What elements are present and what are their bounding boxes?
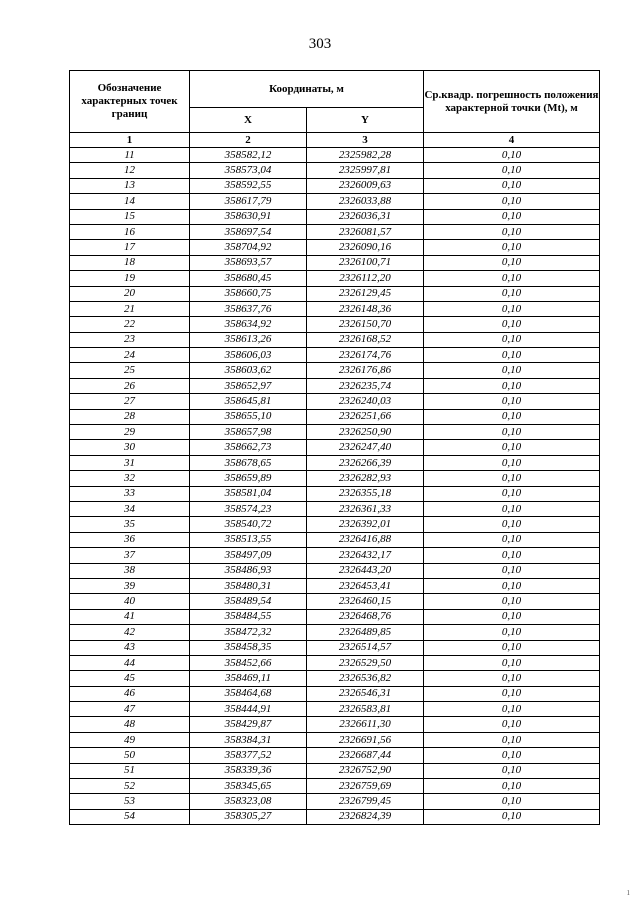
corner-mark: 1 — [626, 889, 630, 897]
x-cell: 358452,66 — [190, 655, 307, 670]
mt-cell: 0,10 — [424, 440, 600, 455]
point-cell: 30 — [70, 440, 190, 455]
mt-cell: 0,10 — [424, 732, 600, 747]
header-error: Ср.квадр. погрешность положения характерной точки (Mt), м — [424, 71, 600, 133]
x-cell: 358581,04 — [190, 486, 307, 501]
mt-cell: 0,10 — [424, 809, 600, 824]
point-cell: 44 — [70, 655, 190, 670]
table-row — [70, 732, 600, 747]
x-cell: 358484,55 — [190, 609, 307, 624]
y-cell: 2326009,63 — [307, 178, 424, 193]
table-row — [70, 178, 600, 193]
mt-cell: 0,10 — [424, 578, 600, 593]
point-cell: 32 — [70, 471, 190, 486]
mt-cell: 0,10 — [424, 717, 600, 732]
table-row — [70, 240, 600, 255]
x-cell: 358513,55 — [190, 532, 307, 547]
x-cell: 358617,79 — [190, 194, 307, 209]
table-row — [70, 671, 600, 686]
header-coordinates: Координаты, м — [190, 71, 424, 108]
x-cell: 358603,62 — [190, 363, 307, 378]
x-cell: 358592,55 — [190, 178, 307, 193]
mt-cell: 0,10 — [424, 594, 600, 609]
x-cell: 358660,75 — [190, 286, 307, 301]
x-cell: 358429,87 — [190, 717, 307, 732]
table-row — [70, 532, 600, 547]
mt-cell: 0,10 — [424, 425, 600, 440]
y-cell: 2326432,17 — [307, 548, 424, 563]
mt-cell: 0,10 — [424, 378, 600, 393]
column-number: 4 — [424, 133, 600, 148]
y-cell: 2326112,20 — [307, 271, 424, 286]
point-cell: 36 — [70, 532, 190, 547]
point-cell: 11 — [70, 148, 190, 163]
mt-cell: 0,10 — [424, 301, 600, 316]
table-row — [70, 348, 600, 363]
point-cell: 49 — [70, 732, 190, 747]
table-row — [70, 686, 600, 701]
page-number: 303 — [308, 36, 332, 52]
y-cell: 2326361,33 — [307, 501, 424, 516]
table-row — [70, 794, 600, 809]
mt-cell: 0,10 — [424, 163, 600, 178]
y-cell: 2326355,18 — [307, 486, 424, 501]
y-cell: 2326529,50 — [307, 655, 424, 670]
mt-cell: 0,10 — [424, 148, 600, 163]
x-cell: 358637,76 — [190, 301, 307, 316]
y-cell: 2326416,88 — [307, 532, 424, 547]
table-row — [70, 717, 600, 732]
mt-cell: 0,10 — [424, 394, 600, 409]
mt-cell: 0,10 — [424, 609, 600, 624]
point-cell: 27 — [70, 394, 190, 409]
y-cell: 2326240,03 — [307, 394, 424, 409]
point-cell: 13 — [70, 178, 190, 193]
x-cell: 358573,04 — [190, 163, 307, 178]
table-row — [70, 609, 600, 624]
y-cell: 2326129,45 — [307, 286, 424, 301]
point-cell: 29 — [70, 425, 190, 440]
table-row — [70, 748, 600, 763]
table-row — [70, 394, 600, 409]
table-row — [70, 317, 600, 332]
mt-cell: 0,10 — [424, 625, 600, 640]
x-cell: 358630,91 — [190, 209, 307, 224]
table-row — [70, 440, 600, 455]
point-cell: 28 — [70, 409, 190, 424]
point-cell: 53 — [70, 794, 190, 809]
table-row — [70, 501, 600, 516]
y-cell: 2326460,15 — [307, 594, 424, 609]
y-cell: 2326546,31 — [307, 686, 424, 701]
point-cell: 40 — [70, 594, 190, 609]
mt-cell: 0,10 — [424, 779, 600, 794]
mt-cell: 0,10 — [424, 286, 600, 301]
point-cell: 21 — [70, 301, 190, 316]
point-cell: 34 — [70, 501, 190, 516]
point-cell: 25 — [70, 363, 190, 378]
y-cell: 2326081,57 — [307, 224, 424, 239]
table-row — [70, 578, 600, 593]
x-cell: 358540,72 — [190, 517, 307, 532]
point-cell: 41 — [70, 609, 190, 624]
y-cell: 2326036,31 — [307, 209, 424, 224]
y-cell: 2326150,70 — [307, 317, 424, 332]
y-cell: 2326583,81 — [307, 702, 424, 717]
mt-cell: 0,10 — [424, 686, 600, 701]
y-cell: 2326168,52 — [307, 332, 424, 347]
table-row — [70, 486, 600, 501]
y-cell: 2325982,28 — [307, 148, 424, 163]
point-cell: 18 — [70, 255, 190, 270]
mt-cell: 0,10 — [424, 532, 600, 547]
table-row — [70, 332, 600, 347]
y-cell: 2325997,81 — [307, 163, 424, 178]
table-row — [70, 224, 600, 239]
mt-cell: 0,10 — [424, 548, 600, 563]
x-cell: 358323,08 — [190, 794, 307, 809]
x-cell: 358464,68 — [190, 686, 307, 701]
y-cell: 2326799,45 — [307, 794, 424, 809]
mt-cell: 0,10 — [424, 194, 600, 209]
point-cell: 46 — [70, 686, 190, 701]
header-x: X — [190, 108, 307, 133]
mt-cell: 0,10 — [424, 317, 600, 332]
header-point-designation: Обозначение характерных точек границ — [70, 71, 190, 133]
column-number: 1 — [70, 133, 190, 148]
table-row — [70, 301, 600, 316]
mt-cell: 0,10 — [424, 409, 600, 424]
x-cell: 358480,31 — [190, 578, 307, 593]
y-cell: 2326235,74 — [307, 378, 424, 393]
mt-cell: 0,10 — [424, 794, 600, 809]
x-cell: 358574,23 — [190, 501, 307, 516]
header-y: Y — [307, 108, 424, 133]
mt-cell: 0,10 — [424, 702, 600, 717]
table-row — [70, 209, 600, 224]
x-cell: 358652,97 — [190, 378, 307, 393]
point-cell: 39 — [70, 578, 190, 593]
mt-cell: 0,10 — [424, 563, 600, 578]
y-cell: 2326759,69 — [307, 779, 424, 794]
point-cell: 23 — [70, 332, 190, 347]
y-cell: 2326691,56 — [307, 732, 424, 747]
mt-cell: 0,10 — [424, 455, 600, 470]
y-cell: 2326090,16 — [307, 240, 424, 255]
x-cell: 358693,57 — [190, 255, 307, 270]
table-row — [70, 640, 600, 655]
mt-cell: 0,10 — [424, 671, 600, 686]
x-cell: 358657,98 — [190, 425, 307, 440]
y-cell: 2326282,93 — [307, 471, 424, 486]
y-cell: 2326250,90 — [307, 425, 424, 440]
mt-cell: 0,10 — [424, 332, 600, 347]
table-row — [70, 194, 600, 209]
point-cell: 22 — [70, 317, 190, 332]
point-cell: 16 — [70, 224, 190, 239]
x-cell: 358659,89 — [190, 471, 307, 486]
point-cell: 42 — [70, 625, 190, 640]
table-row — [70, 563, 600, 578]
point-cell: 48 — [70, 717, 190, 732]
x-cell: 358497,09 — [190, 548, 307, 563]
y-cell: 2326100,71 — [307, 255, 424, 270]
point-cell: 38 — [70, 563, 190, 578]
x-cell: 358655,10 — [190, 409, 307, 424]
point-cell: 52 — [70, 779, 190, 794]
x-cell: 358472,32 — [190, 625, 307, 640]
y-cell: 2326033,88 — [307, 194, 424, 209]
mt-cell: 0,10 — [424, 271, 600, 286]
point-cell: 20 — [70, 286, 190, 301]
table-row — [70, 594, 600, 609]
point-cell: 26 — [70, 378, 190, 393]
table-row — [70, 148, 600, 163]
point-cell: 31 — [70, 455, 190, 470]
point-cell: 43 — [70, 640, 190, 655]
y-cell: 2326687,44 — [307, 748, 424, 763]
y-cell: 2326536,82 — [307, 671, 424, 686]
y-cell: 2326443,20 — [307, 563, 424, 578]
point-cell: 15 — [70, 209, 190, 224]
table-row — [70, 378, 600, 393]
x-cell: 358458,35 — [190, 640, 307, 655]
table-row — [70, 271, 600, 286]
table-row — [70, 702, 600, 717]
column-number: 2 — [190, 133, 307, 148]
y-cell: 2326824,39 — [307, 809, 424, 824]
mt-cell: 0,10 — [424, 255, 600, 270]
y-cell: 2326266,39 — [307, 455, 424, 470]
point-cell: 37 — [70, 548, 190, 563]
table-row — [70, 363, 600, 378]
y-cell: 2326176,86 — [307, 363, 424, 378]
mt-cell: 0,10 — [424, 655, 600, 670]
table-row — [70, 763, 600, 778]
mt-cell: 0,10 — [424, 471, 600, 486]
table-row — [70, 779, 600, 794]
mt-cell: 0,10 — [424, 748, 600, 763]
table-row — [70, 455, 600, 470]
table-row — [70, 655, 600, 670]
table-row — [70, 255, 600, 270]
x-cell: 358469,11 — [190, 671, 307, 686]
x-cell: 358384,31 — [190, 732, 307, 747]
x-cell: 358606,03 — [190, 348, 307, 363]
x-cell: 358444,91 — [190, 702, 307, 717]
table-row — [70, 625, 600, 640]
y-cell: 2326148,36 — [307, 301, 424, 316]
y-cell: 2326174,76 — [307, 348, 424, 363]
x-cell: 358645,81 — [190, 394, 307, 409]
x-cell: 358697,54 — [190, 224, 307, 239]
point-cell: 33 — [70, 486, 190, 501]
point-cell: 50 — [70, 748, 190, 763]
point-cell: 12 — [70, 163, 190, 178]
table-row — [70, 409, 600, 424]
table-row — [70, 286, 600, 301]
mt-cell: 0,10 — [424, 363, 600, 378]
y-cell: 2326247,40 — [307, 440, 424, 455]
y-cell: 2326392,01 — [307, 517, 424, 532]
table-row — [70, 471, 600, 486]
table-row — [70, 548, 600, 563]
point-cell: 14 — [70, 194, 190, 209]
point-cell: 35 — [70, 517, 190, 532]
x-cell: 358678,65 — [190, 455, 307, 470]
x-cell: 358486,93 — [190, 563, 307, 578]
mt-cell: 0,10 — [424, 348, 600, 363]
y-cell: 2326468,76 — [307, 609, 424, 624]
mt-cell: 0,10 — [424, 640, 600, 655]
y-cell: 2326514,57 — [307, 640, 424, 655]
x-cell: 358582,12 — [190, 148, 307, 163]
x-cell: 358377,52 — [190, 748, 307, 763]
point-cell: 45 — [70, 671, 190, 686]
x-cell: 358634,92 — [190, 317, 307, 332]
mt-cell: 0,10 — [424, 240, 600, 255]
mt-cell: 0,10 — [424, 178, 600, 193]
mt-cell: 0,10 — [424, 501, 600, 516]
y-cell: 2326611,30 — [307, 717, 424, 732]
x-cell: 358339,36 — [190, 763, 307, 778]
column-number: 3 — [307, 133, 424, 148]
x-cell: 358662,73 — [190, 440, 307, 455]
point-cell: 24 — [70, 348, 190, 363]
x-cell: 358345,65 — [190, 779, 307, 794]
mt-cell: 0,10 — [424, 763, 600, 778]
point-cell: 47 — [70, 702, 190, 717]
point-cell: 17 — [70, 240, 190, 255]
mt-cell: 0,10 — [424, 209, 600, 224]
x-cell: 358704,92 — [190, 240, 307, 255]
x-cell: 358489,54 — [190, 594, 307, 609]
x-cell: 358305,27 — [190, 809, 307, 824]
point-cell: 51 — [70, 763, 190, 778]
point-cell: 19 — [70, 271, 190, 286]
table-row — [70, 425, 600, 440]
x-cell: 358613,26 — [190, 332, 307, 347]
coordinates-table — [69, 70, 600, 825]
column-number-row — [70, 133, 600, 148]
table-row — [70, 163, 600, 178]
y-cell: 2326251,66 — [307, 409, 424, 424]
y-cell: 2326489,85 — [307, 625, 424, 640]
mt-cell: 0,10 — [424, 486, 600, 501]
table-row — [70, 517, 600, 532]
table-row — [70, 809, 600, 824]
y-cell: 2326752,90 — [307, 763, 424, 778]
mt-cell: 0,10 — [424, 517, 600, 532]
point-cell: 54 — [70, 809, 190, 824]
x-cell: 358680,45 — [190, 271, 307, 286]
y-cell: 2326453,41 — [307, 578, 424, 593]
mt-cell: 0,10 — [424, 224, 600, 239]
